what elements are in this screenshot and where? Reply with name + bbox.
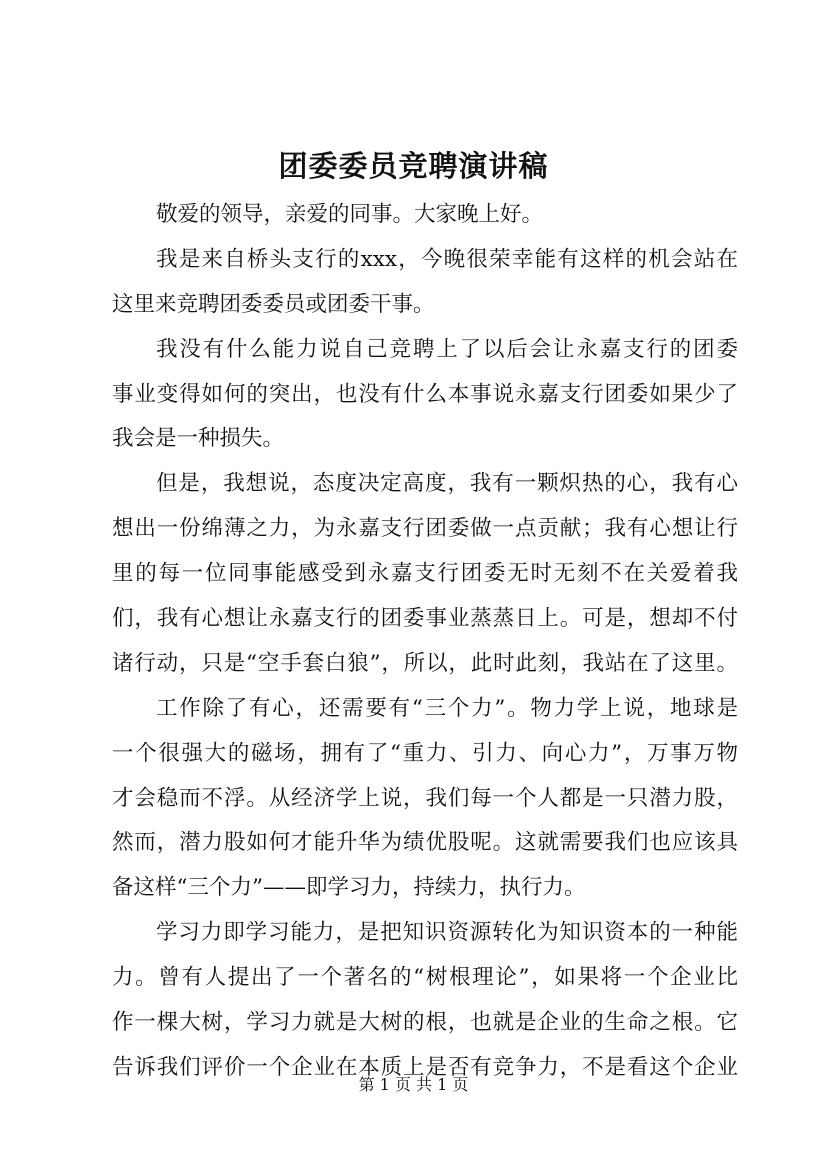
text-line: 作一棵大树，学习力就是大树的根，也就是企业的生命之根。它 xyxy=(112,1010,738,1036)
page-number-footer: 第 1 页 共 1 页 xyxy=(358,1075,469,1094)
text-line: 一个很强大的磁场，拥有了“重力、引力、向心力”，万事万物 xyxy=(112,740,738,766)
text-line: 诸行动，只是“空手套白狼”，所以，此时此刻，我站在了这里。 xyxy=(112,650,738,676)
text-line: 我会是一种损失。 xyxy=(112,426,285,452)
document-body xyxy=(112,193,738,1091)
text-line: 我没有什么能力说自己竞聘上了以后会让永嘉支行的团委 xyxy=(156,336,738,362)
text-line: 才会稳而不浮。从经济学上说，我们每一个人都是一只潜力股， xyxy=(112,785,738,811)
text-line: 敬爱的领导，亲爱的同事。大家晚上好。 xyxy=(156,202,544,227)
text-line: 力。曾有人提出了一个著名的“树根理论”，如果将一个企业比 xyxy=(112,965,738,991)
text-line: 然而，潜力股如何才能升华为绩优股呢。这就需要我们也应该具 xyxy=(112,830,738,856)
text-line: 们，我有心想让永嘉支行的团委事业蒸蒸日上。可是，想却不付 xyxy=(112,606,738,632)
text-line: 这里来竞聘团委委员或团委干事。 xyxy=(112,291,435,317)
text-line: 告诉我们评价一个企业在本质上是否有竞争力，不是看这个企业 xyxy=(112,1054,738,1080)
text-line: 想出一份绵薄之力，为永嘉支行团委做一点贡献；我有心想让行 xyxy=(112,516,738,542)
text-line: 但是，我想说，态度决定高度，我有一颗炽热的心，我有心 xyxy=(156,471,738,497)
text-line: 里的每一位同事能感受到永嘉支行团委无时无刻不在关爱着我 xyxy=(112,561,738,587)
text-line: 备这样“三个力”——即学习力，持续力，执行力。 xyxy=(112,875,586,901)
text-line: 我是来自桥头支行的xxx，今晚很荣幸能有这样的机会站在 xyxy=(156,246,738,272)
text-line: 工作除了有心，还需要有“三个力”。物力学上说，地球是 xyxy=(156,695,738,721)
document-title: 团委委员竞聘演讲稿 xyxy=(278,149,549,183)
text-line: 学习力即学习能力，是把知识资源转化为知识资本的一种能 xyxy=(156,920,738,946)
text-line: 事业变得如何的突出，也没有什么本事说永嘉支行团委如果少了 xyxy=(112,381,738,407)
